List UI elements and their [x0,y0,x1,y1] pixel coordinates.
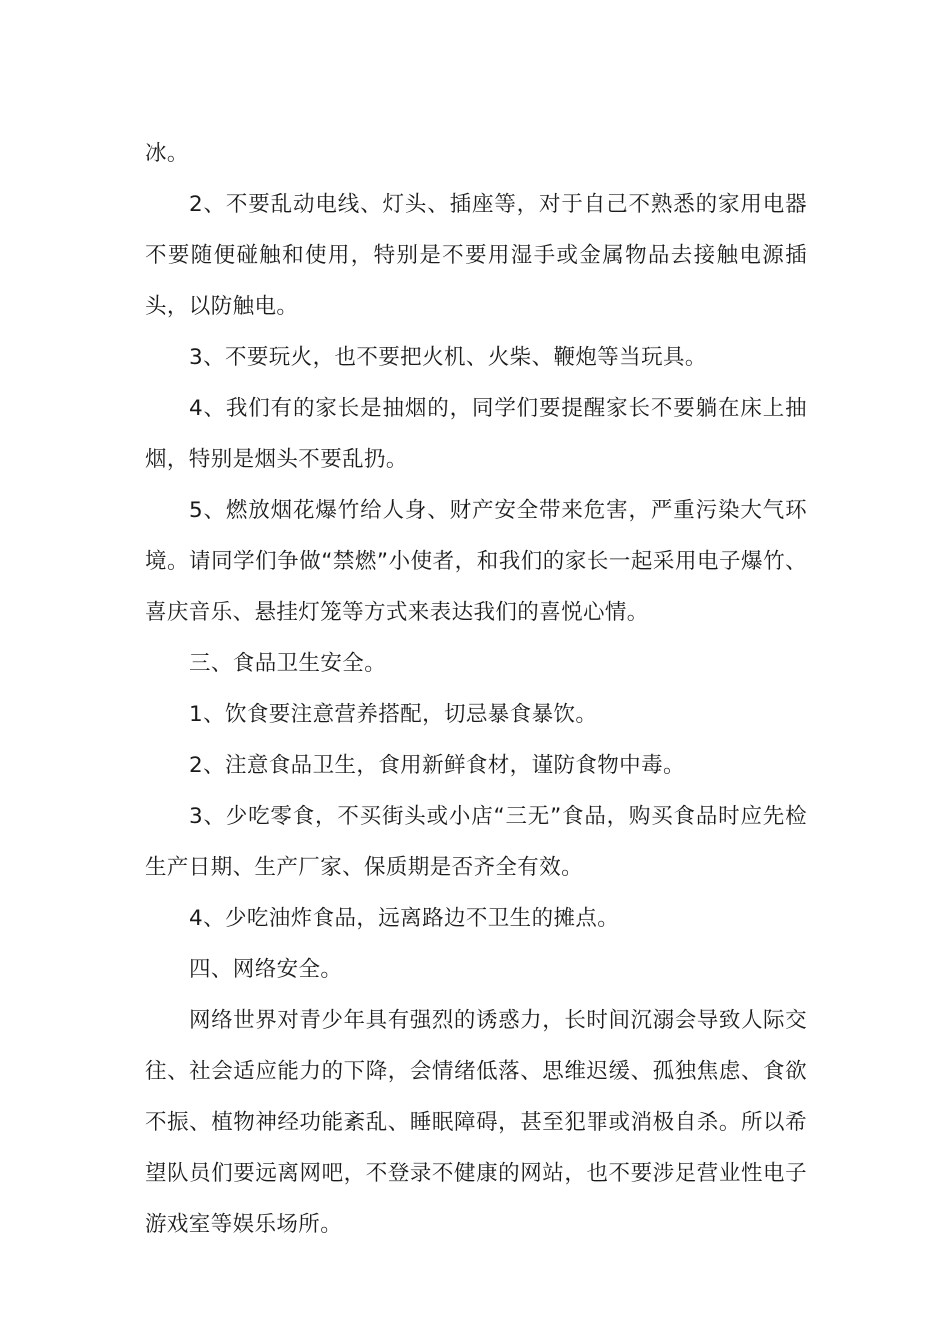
paragraph-food-item-4: 4、少吃油炸食品，远离路边不卫生的摊点。 [189,906,620,931]
paragraph-item-2-electricity: 2、不要乱动电线、灯头、插座等，对于自己不熟悉的家用电器不要随便碰触和使用，特别是不要用湿手或金属物品去接触电源插头，以防触电。 [145,192,807,319]
paragraph-food-item-2: 2、注意食品卫生，食用新鲜食材，谨防食物中毒。 [189,753,685,778]
paragraph-continuation: 冰。 [145,141,189,166]
section-heading-food-safety: 三、食品卫生安全。 [189,651,387,676]
document-body [145,128,807,1250]
paragraph-item-3-fire: 3、不要玩火，也不要把火机、火柴、鞭炮等当玩具。 [189,345,707,370]
paragraph-item-4-smoking: 4、我们有的家长是抽烟的，同学们要提醒家长不要躺在床上抽烟，特别是烟头不要乱扔。 [145,396,807,472]
paragraph-network-body: 网络世界对青少年具有强烈的诱惑力，长时间沉溺会导致人际交往、社会适应能力的下降，会情绪低落、思维迟缓、孤独焦虑、食欲不振、植物神经功能紊乱、睡眠障碍，甚至犯罪或消极自杀。所以希望队员们要远离网吧，不登录不健康的网站，也不要涉足营业性电子游戏室等娱乐场所。 [145,1008,807,1237]
paragraph-food-item-3: 3、少吃零食，不买街头或小店“三无”食品，购买食品时应先检生产日期、生产厂家、保质期是否齐全有效。 [145,804,807,880]
paragraph-item-5-fireworks: 5、燃放烟花爆竹给人身、财产安全带来危害，严重污染大气环境。请同学们争做“禁燃”小使者，和我们的家长一起采用电子爆竹、喜庆音乐、悬挂灯笼等方式来表达我们的喜悦心情。 [145,498,807,625]
section-heading-network-safety: 四、网络安全。 [189,957,343,982]
paragraph-food-item-1: 1、饮食要注意营养搭配，切忌暴食暴饮。 [189,702,598,727]
